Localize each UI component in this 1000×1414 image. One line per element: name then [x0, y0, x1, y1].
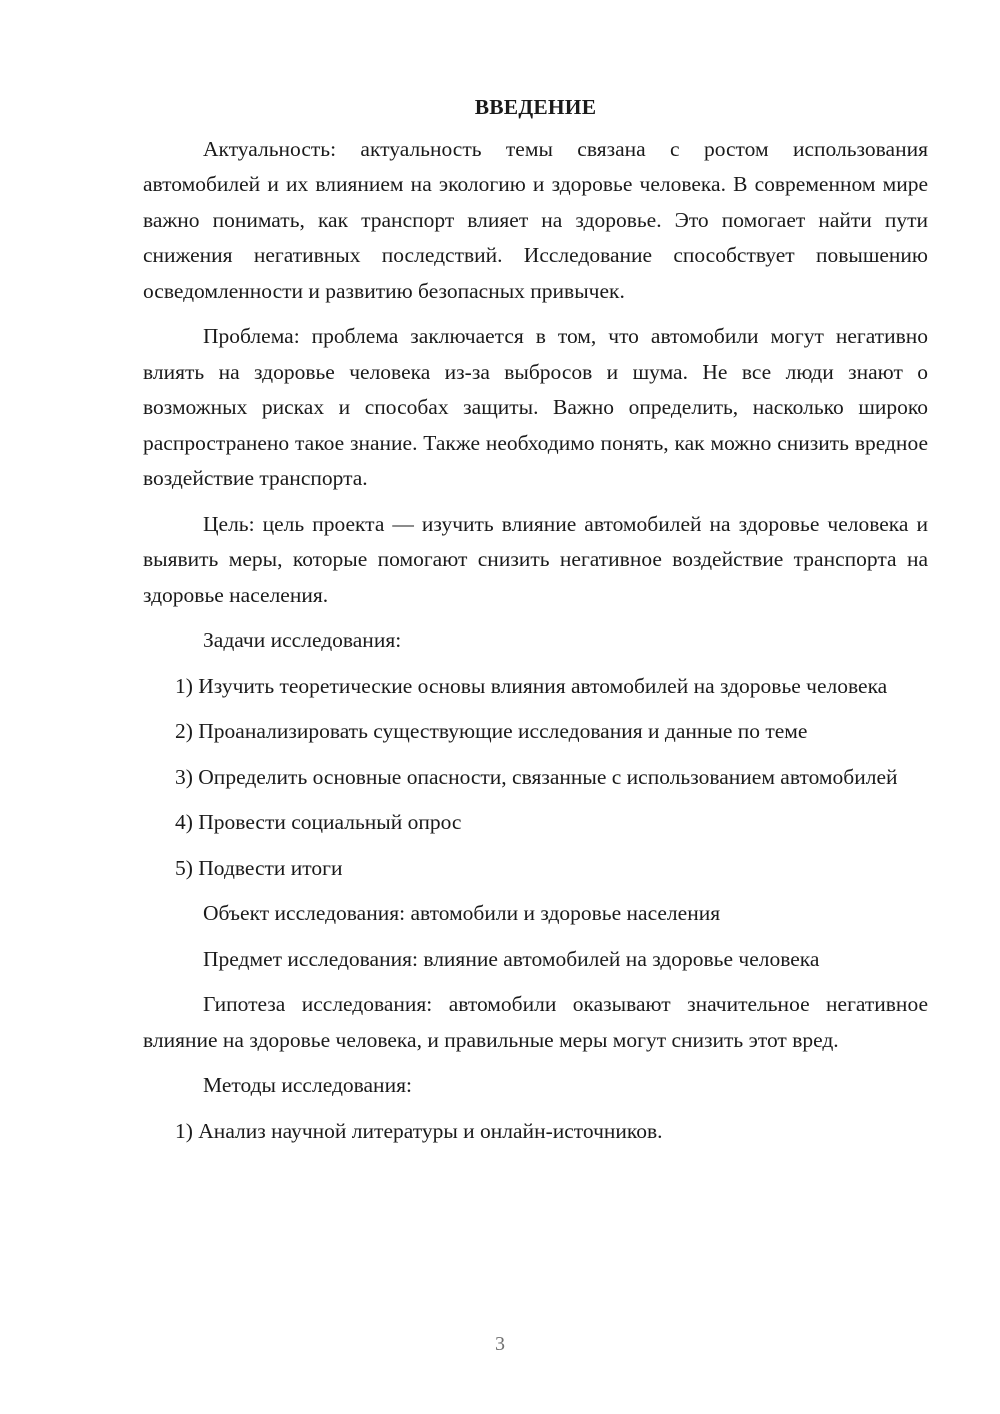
paragraph-problem: Проблема: проблема заключается в том, что автомобили могут негативно влиять на здоровье человека из-за выбросов и шума. Не все люди знают о возможных рисках и способах защиты. Важно определить, насколько широко распространено такое знание. Также необходимо понять, как можно снизить вредное воздействие транспорта.	[143, 324, 928, 490]
page-number: 3	[495, 1333, 505, 1355]
paragraph-goal: Цель: цель проекта — изучить влияние автомобилей на здоровье человека и выявить меры, которые помогают снизить негативное воздействие транспорта на здоровье населения.	[143, 511, 928, 607]
paragraph-methods-heading: Методы исследования:	[203, 1073, 412, 1097]
paragraph-object: Объект исследования: автомобили и здоровье населения	[203, 901, 721, 925]
task-item-5: 5) Подвести итоги	[175, 855, 343, 880]
method-item-1: 1) Анализ научной литературы и онлайн-источников.	[175, 1118, 663, 1143]
paragraph-tasks-heading: Задачи исследования:	[203, 628, 402, 652]
task-item-1: 1) Изучить теоретические основы влияния автомобилей на здоровье человека	[175, 673, 888, 698]
document-page	[143, 90, 928, 1159]
paragraph-subject: Предмет исследования: влияние автомобилей на здоровье человека	[203, 946, 820, 971]
paragraph-hypothesis: Гипотеза исследования: автомобили оказывают значительное негативное влияние на здоровье человека, и правильные меры могут снизить этот вред.	[143, 992, 928, 1052]
task-item-2: 2) Проанализировать существующие исследования и данные по теме	[175, 719, 808, 743]
paragraph-relevance: Актуальность: актуальность темы связана с ростом использования автомобилей и их влиянием на экологию и здоровье человека. В современном мире важно понимать, как транспорт влияет на здоровье. Это помогает найти пути снижения негативных последствий. Исследование способствует повышению осведомленности и развитию безопасных привычек.	[143, 136, 928, 303]
task-item-3: 3) Определить основные опасности, связанные с использованием автомобилей	[175, 764, 898, 789]
task-item-4: 4) Провести социальный опрос	[175, 810, 462, 834]
section-title: ВВЕДЕНИЕ	[474, 95, 597, 119]
